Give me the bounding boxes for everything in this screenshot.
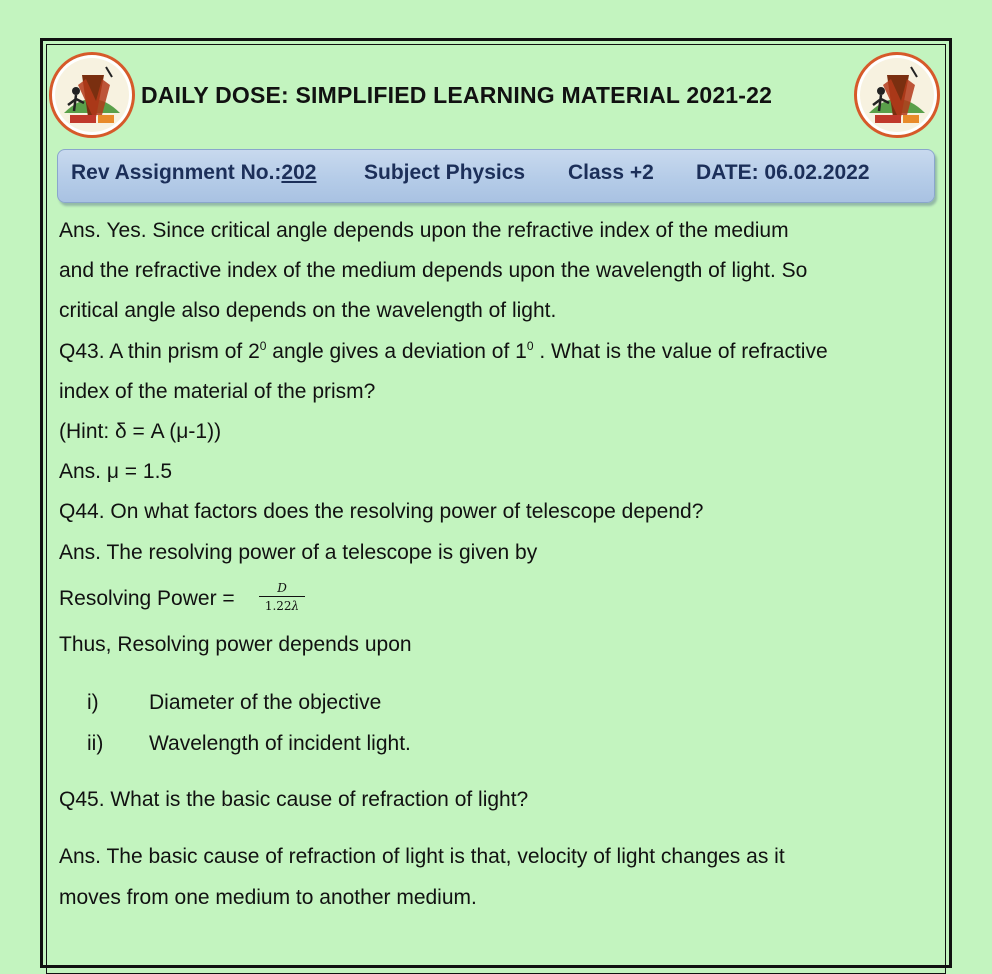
formula-label: Resolving Power = xyxy=(59,587,235,610)
answer-43: Ans. μ = 1.5 xyxy=(59,460,173,483)
assignment-label: Rev Assignment No.:202 xyxy=(71,161,317,184)
paragraph-line: moves from one medium to another medium. xyxy=(59,886,477,909)
page-title: DAILY DOSE: SIMPLIFIED LEARNING MATERIAL 2021-22 xyxy=(141,82,773,108)
logo-left xyxy=(49,52,135,138)
question-43: Q43. A thin prism of $2^0$ angle gives a deviation of $1^0$ . What is the value of refractive xyxy=(59,339,828,363)
paragraph-line: Thus, Resolving power depends upon xyxy=(59,633,412,656)
logo-right xyxy=(854,52,940,138)
list-item: Diameter of the objective xyxy=(149,691,382,714)
question-44: Q44. On what factors does the resolving power of telescope depend? xyxy=(59,500,704,523)
resolving-power-fraction xyxy=(259,580,305,613)
list-marker: ii) xyxy=(87,732,104,755)
class-label: Class +2 xyxy=(568,161,654,184)
assignment-banner xyxy=(57,149,935,203)
fraction-bar xyxy=(259,596,305,597)
list-item: Wavelength of incident light. xyxy=(149,732,411,755)
hint-line: (Hint: δ = A (μ-1)) xyxy=(59,420,222,443)
list-marker: i) xyxy=(87,691,99,714)
paragraph-line: and the refractive index of the medium depends upon the wavelength of light. So xyxy=(59,259,808,282)
date-label: DATE: 06.02.2022 xyxy=(696,161,870,184)
subject-label: Subject Physics xyxy=(364,161,526,184)
paragraph-line: index of the material of the prism? xyxy=(59,380,376,403)
fraction-denominator: 1.22λ xyxy=(264,599,300,613)
question-45: Q45. What is the basic cause of refraction of light? xyxy=(59,788,529,811)
answer-44: Ans. The resolving power of a telescope is given by xyxy=(59,541,538,564)
assignment-number: 202 xyxy=(281,161,317,184)
paragraph-line: critical angle also depends on the wavelength of light. xyxy=(59,299,557,322)
paragraph-line: Ans. Yes. Since critical angle depends upon the refractive index of the medium xyxy=(59,219,789,242)
paragraph-line: Ans. The basic cause of refraction of light is that, velocity of light changes as it xyxy=(59,845,785,868)
fraction-numerator: D xyxy=(277,581,287,595)
